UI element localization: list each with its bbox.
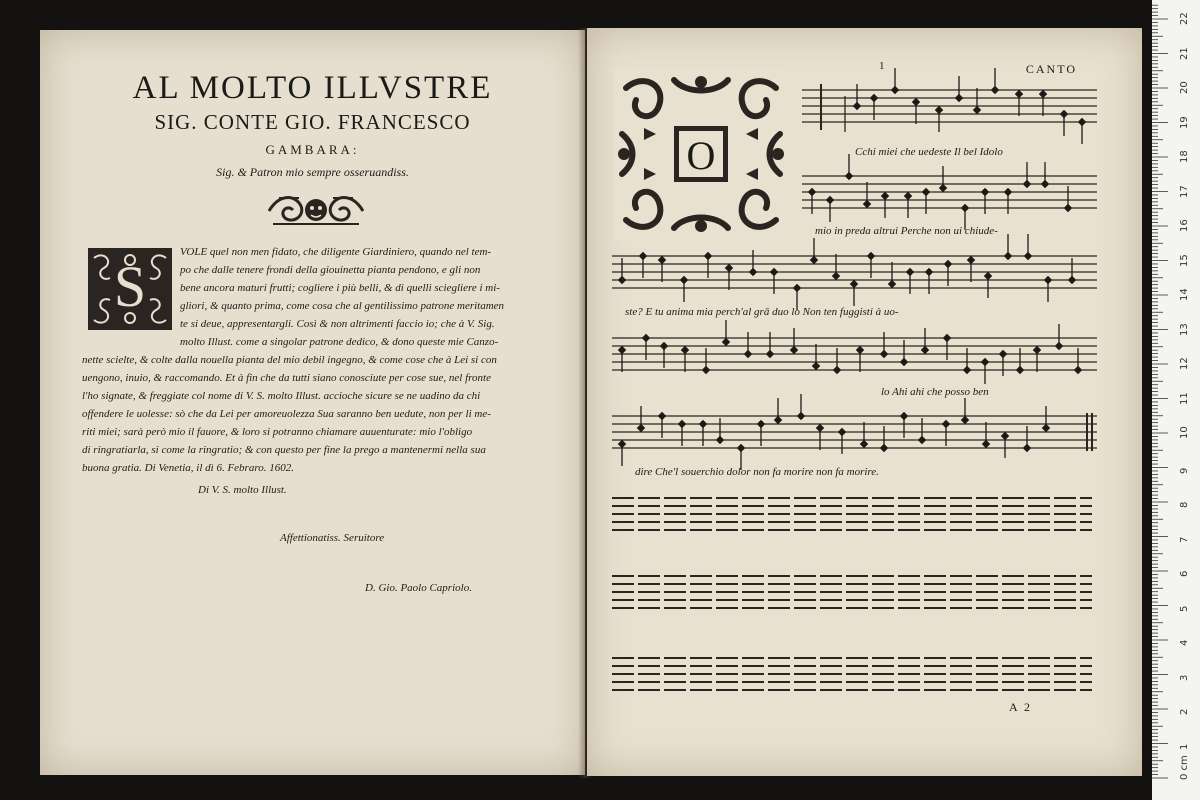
- part-label: CANTO: [1025, 62, 1077, 76]
- signature-line: D. Gio. Paolo Capriolo.: [365, 582, 472, 594]
- measurement-ruler: [1152, 0, 1200, 800]
- staff-5: [612, 413, 1097, 451]
- lyric-line-2: mio in preda altrui Perche non ui chiude-: [815, 225, 998, 237]
- signature-mark: A 2: [1008, 700, 1032, 714]
- body-line-5: te si deue, appresentargli. Così & non altrimenti faccio io; che à V. Sig.: [180, 318, 495, 330]
- ruler-label: 3: [1179, 674, 1190, 681]
- body-line-9: l'ho signate, & freggiate col nome di V. S. molto Illust. accioche sicure se ne uadino da chi: [82, 390, 481, 402]
- empty-staves: [612, 498, 1092, 690]
- headpiece-ornament: [265, 190, 367, 232]
- body-line-2: po che dalle tenere frondi della giouinetta pianta pendono, e gli non: [180, 264, 481, 276]
- dropcap-ornament: [88, 248, 172, 330]
- closing-line: Di V. S. molto Illust.: [198, 484, 287, 496]
- body-line-6: molto Illust. come a singolar patrone dedico, & dono queste mie Canzo-: [180, 336, 499, 348]
- ruler-label: 17: [1179, 184, 1190, 198]
- dedication-title-line4: Sig. & Patron mio sempre osseruandiss.: [216, 165, 409, 179]
- ruler-label: 0 cm: [1179, 755, 1190, 780]
- staff-1: [802, 84, 1097, 132]
- ruler-label: 13: [1179, 322, 1190, 336]
- ruler-label: 1: [1179, 743, 1190, 750]
- ruler-label: 22: [1179, 12, 1190, 25]
- lyric-line-4: lo Ahi ahi che posso ben: [881, 386, 989, 398]
- servant-line: Affettionatiss. Seruitore: [280, 532, 385, 544]
- music-notes: [618, 68, 1086, 470]
- dedication-title-line3: GAMBARA:: [265, 142, 360, 157]
- body-line-8: uengono, inuio, & raccomando. Et à fin che da tutti siano conosciute per cose sue, nel fronte: [82, 372, 491, 384]
- body-line-13: buona gratia. Di Venetia, il dì 6. Febraro. 1602.: [82, 462, 294, 474]
- body-line-1: VOLE quel non men fidato, che diligente Giardiniero, quando nel tem-: [180, 246, 492, 258]
- ruler-label: 21: [1179, 46, 1190, 60]
- ruler-label: 4: [1179, 639, 1190, 646]
- ruler-label: 6: [1179, 570, 1190, 577]
- music-score: [587, 28, 1142, 776]
- body-line-10: offendere le uolesse: sò che da Lei per amoreuolezza Sua saranno ben uedute, non per li me-: [82, 408, 491, 420]
- ruler-label: 14: [1179, 288, 1190, 301]
- dropcap-letter: S: [113, 254, 147, 319]
- dedication-title-line2: SIG. CONTE GIO. FRANCESCO: [154, 110, 471, 134]
- lyric-line-1: Cchi miei che uedeste Il bel Idolo: [855, 146, 1003, 158]
- ruler-ticks: [1152, 0, 1200, 800]
- ruler-label: 19: [1179, 115, 1190, 129]
- ruler-label: 11: [1179, 391, 1190, 405]
- ruler-label: 20: [1179, 81, 1190, 94]
- dedication-title-line1: AL MOLTO ILLVSTRE: [132, 70, 493, 106]
- ruler-label: 8: [1179, 501, 1190, 508]
- ruler-label: 7: [1179, 536, 1190, 543]
- right-page: [587, 28, 1142, 776]
- ruler-label: 16: [1179, 219, 1190, 232]
- ruler-label: 10: [1179, 426, 1190, 439]
- left-page: [40, 30, 585, 775]
- ruler-label: 12: [1179, 357, 1190, 370]
- body-line-4: gliori, & quanto prima, come cosa che al gentilissimo patrone meritamen: [180, 300, 505, 312]
- lyric-line-5: dire Che'l souerchio dolor non fa morire non fa morire.: [635, 466, 879, 478]
- body-line-11: riti miei; sarà però mio il fauore, & loro si potranno chiamare auuenturate: mio l'obligo: [82, 426, 473, 438]
- initial-letter: O: [686, 133, 716, 178]
- ruler-label: 18: [1179, 150, 1190, 163]
- lyric-line-3: ste? E tu anima mia perch'al grā duo lo Non ten fuggisti à uo-: [625, 306, 899, 318]
- ruler-label: 15: [1179, 253, 1190, 267]
- staff-2: [802, 176, 1097, 208]
- body-line-7: nette scielte, & colte dalla nouella pianta del mio debil ingegno, & come cose che à Lei si con: [82, 354, 497, 366]
- ruler-label: 2: [1179, 708, 1190, 715]
- body-line-12: di ringratiarla, si come la ringratio; & con questo per fine la prego a mantenermi nella sua: [82, 444, 486, 456]
- ruler-label: 9: [1179, 467, 1190, 474]
- page-mark: 1: [879, 60, 885, 72]
- body-line-3: bene ancora maturi frutti; cogliere i più belli, & di quelli sciegliere i mi-: [180, 282, 500, 294]
- ruler-label: 5: [1179, 605, 1190, 612]
